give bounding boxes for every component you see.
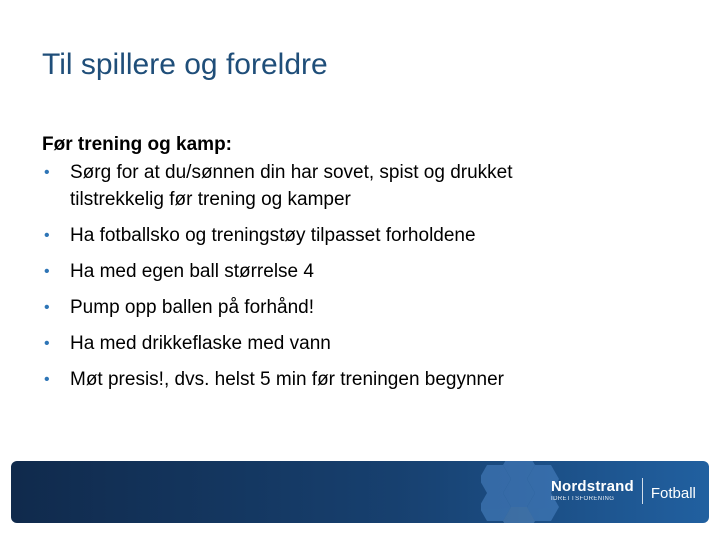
bullet-item xyxy=(42,362,682,398)
bullet-text: Møt presis!, dvs. helst 5 min før treningen begynner xyxy=(70,369,505,390)
bullet-text: Ha fotballsko og treningstøy tilpasset forholdene xyxy=(70,225,476,246)
bullet-text-line1: Sørg for at du/sønnen din har sovet, spist og drukket xyxy=(70,162,513,183)
club-subtitle: IDRETTSFORENING xyxy=(551,495,615,502)
bullet-text-line2: tilstrekkelig før trening og kamper xyxy=(70,189,351,210)
bullet-list xyxy=(42,157,682,398)
bullet-text: Ha med egen ball størrelse 4 xyxy=(70,261,314,282)
bullet-icon: • xyxy=(44,335,50,352)
bullet-item xyxy=(42,290,682,326)
bullet-icon: • xyxy=(44,299,50,316)
bullet-item xyxy=(42,157,682,218)
logo-divider xyxy=(642,478,643,504)
club-logo xyxy=(551,478,696,504)
bullet-icon: • xyxy=(44,263,50,280)
bullet-item xyxy=(42,326,682,362)
bullet-item xyxy=(42,254,682,290)
bullet-text: Ha med drikkeflaske med vann xyxy=(70,333,331,354)
bullet-icon: • xyxy=(44,164,50,181)
club-name: Nordstrand xyxy=(551,477,634,495)
bullet-text: Pump opp ballen på forhånd! xyxy=(70,297,315,318)
bullet-icon: • xyxy=(44,227,50,244)
bullet-item xyxy=(42,218,682,254)
bullet-icon: • xyxy=(44,371,50,388)
slide-title: Til spillere og foreldre xyxy=(42,48,328,81)
footer-bar xyxy=(11,461,709,523)
section-heading: Før trening og kamp: xyxy=(42,134,232,155)
slide-content xyxy=(42,132,682,398)
sport-label: Fotball xyxy=(650,485,696,502)
